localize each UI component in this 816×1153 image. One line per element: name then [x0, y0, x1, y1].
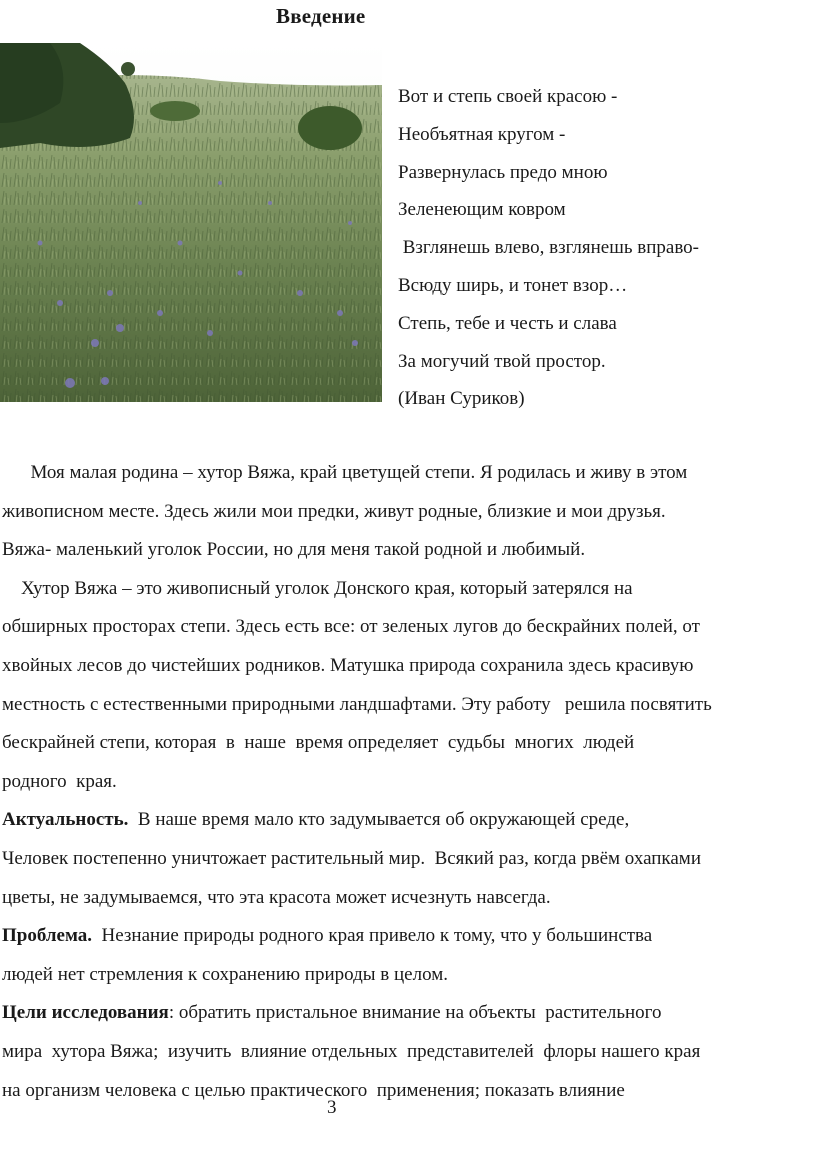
- problem-text: Незнание природы родного края привело к тому, что у большинства: [92, 925, 653, 947]
- poem-line: За могучий твой простор.: [398, 350, 606, 372]
- paragraph-line: Вяжа- маленький уголок России, но для меня такой родной и любимый.: [2, 539, 586, 561]
- poem-line: Развернулась предо мною: [398, 161, 608, 183]
- relevance-first-line: [2, 801, 814, 840]
- poem-line: Степь, тебе и честь и слава: [398, 312, 617, 334]
- paragraph-line: обширных просторах степи. Здесь есть все: от зеленых лугов до бескрайних полей, от: [2, 616, 700, 638]
- paragraph-line: на организм человека с целью практического применения; показать влияние: [2, 1079, 625, 1101]
- poem-line: Вот и степь своей красою -: [398, 86, 618, 107]
- poem-line: Всюду ширь, и тонет взор…: [398, 274, 628, 296]
- problem-first-line: [2, 917, 814, 956]
- paragraph-line: людей нет стремления к сохранению природы в целом.: [2, 963, 448, 985]
- paragraph-line: местность с естественными природными ландшафтами. Эту работу решила посвятить: [2, 693, 712, 715]
- paragraph-line: мира хутора Вяжа; изучить влияние отдельных представителей флоры нашего края: [2, 1040, 701, 1062]
- relevance-text: В наше время мало кто задумывается об окружающей среде,: [128, 809, 630, 831]
- relevance-heading: Актуальность.: [2, 809, 129, 831]
- poem-line: Зеленеющим ковром: [398, 199, 566, 221]
- paragraph-line: бескрайней степи, которая в наше время определяет судьбы многих людей: [2, 732, 635, 754]
- goals-text: : обратить пристальное внимание на объекты растительного: [168, 1002, 662, 1024]
- goals-first-line: [2, 994, 814, 1033]
- paragraph-line: Моя малая родина – хутор Вяжа, край цветущей степи. Я родилась и живу в этом: [2, 462, 688, 483]
- poem-line: Необъятная кругом -: [398, 123, 566, 145]
- page-title: Введение: [276, 4, 366, 28]
- paragraph-line: цветы, не задумываемся, что эта красота может исчезнуть навсегда.: [2, 886, 551, 908]
- page-number: 3: [327, 1097, 337, 1118]
- poem: [398, 78, 808, 418]
- paragraph-line: живописном месте. Здесь жили мои предки, живут родные, близкие и мои друзья.: [2, 500, 666, 522]
- poem-author: (Иван Суриков): [398, 388, 525, 410]
- steppe-meadow-photo: [0, 43, 382, 402]
- paragraph-line: родного края.: [2, 770, 117, 792]
- body-text: [2, 454, 814, 1110]
- problem-heading: Проблема.: [2, 925, 93, 947]
- poem-line: Взглянешь влево, взглянешь вправо-: [398, 237, 700, 259]
- paragraph-line: Хутор Вяжа – это живописный уголок Донского края, который затерялся на: [2, 577, 633, 599]
- paragraph-line: Человек постепенно уничтожает растительный мир. Всякий раз, когда рвём охапками: [2, 847, 702, 869]
- paragraph-line: хвойных лесов до чистейших родников. Матушка природа сохранила здесь красивую: [2, 654, 694, 676]
- goals-heading: Цели исследования: [2, 1002, 169, 1024]
